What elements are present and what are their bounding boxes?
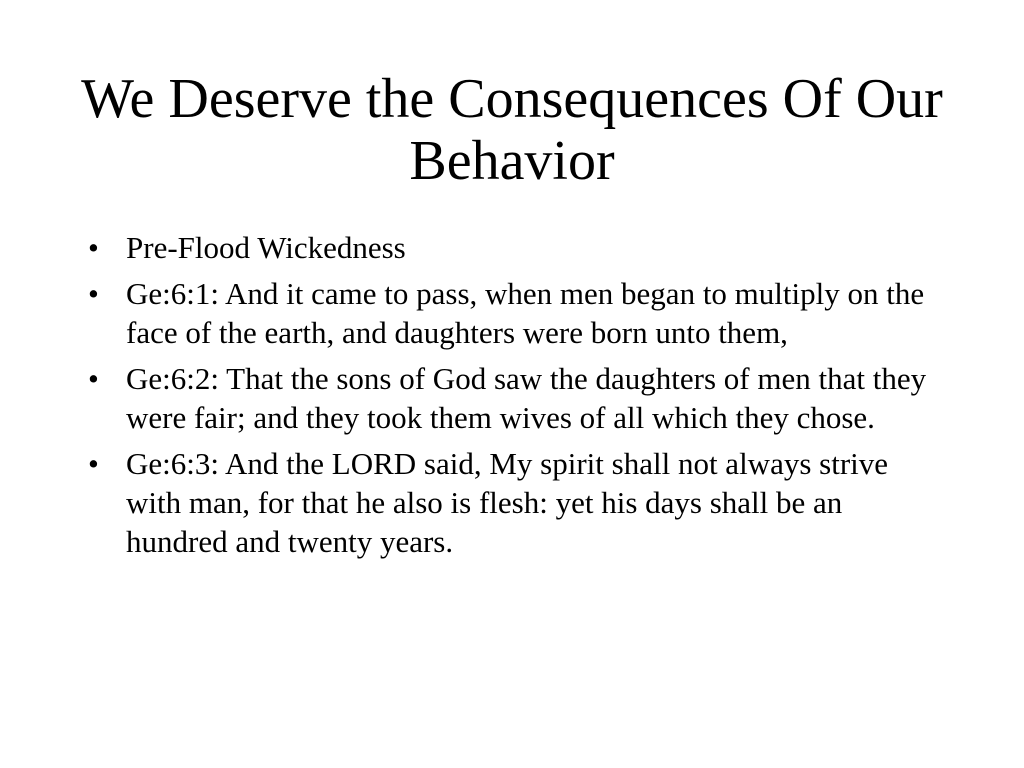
bullet-text: Ge:6:2: That the sons of God saw the daughters of men that they were fair; and they took them wives of all which they chose. — [126, 361, 927, 435]
bullet-text: Pre-Flood Wickedness — [126, 230, 406, 265]
bullet-text: Ge:6:3: And the LORD said, My spirit shall not always strive with man, for that he also is flesh: yet his days shall be an hundred and twenty years. — [126, 446, 889, 559]
bullet-list — [88, 228, 948, 568]
bullet-marker: • — [88, 361, 99, 396]
bullet-marker: • — [88, 446, 99, 481]
bullet-item-genesis-6-3 — [88, 444, 948, 561]
slide-title: We Deserve the Consequences Of Our Behavior — [81, 68, 943, 192]
bullet-text: Ge:6:1: And it came to pass, when men began to multiply on the face of the earth, and daughters were born unto them, — [126, 276, 925, 350]
bullet-item-genesis-6-2 — [88, 359, 948, 437]
bullet-item-genesis-6-1 — [88, 274, 948, 352]
bullet-marker: • — [88, 276, 99, 311]
bullet-marker: • — [88, 230, 99, 265]
bullet-item-pre-flood — [88, 228, 948, 267]
